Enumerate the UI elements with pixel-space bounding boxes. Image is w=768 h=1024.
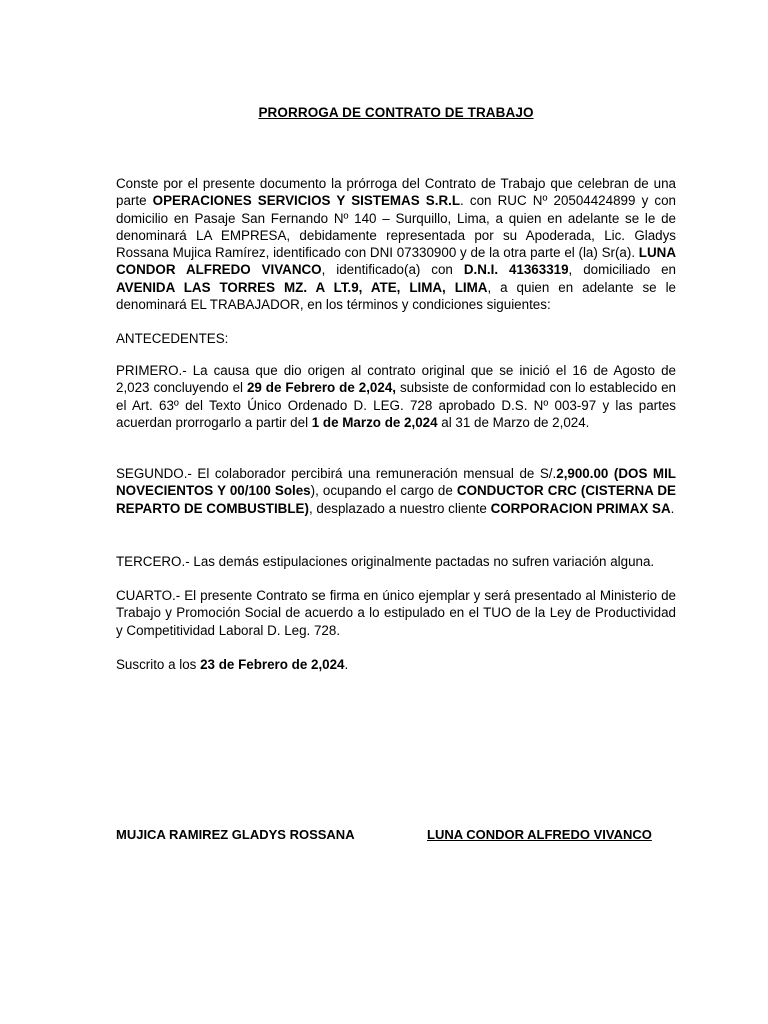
intro-text-4: , domiciliado en [568,262,676,278]
signature-worker: LUNA CONDOR ALFREDO VIVANCO [427,827,652,842]
segundo-text-1: SEGUNDO.- El colaborador percibirá una remuneración mensual de S/. [116,466,557,481]
primero-text-1: PRIMERO.- La causa que dio origen al contrato original que se inició el 16 de Agosto de 2,023 concluyendo el [116,363,676,396]
segundo-text-2: ), ocupando el cargo de [310,483,457,499]
suscrito-line [116,656,676,673]
intro-text-1: Conste por el presente documento la prórroga del Contrato de Trabajo que celebran de una parte [116,176,676,209]
clause-tercero: TERCERO.- Las demás estipulaciones originalmente pactadas no sufren variación alguna. [116,554,655,569]
clause-segundo [116,465,676,517]
clause-cuarto: CUARTO.- El presente Contrato se firma en único ejemplar y será presentado al Ministerio de Trabajo y Promoción Social de acuerdo a lo estipulado en el TUO de la Ley de Productividad y Competitividad Laboral D. Leg. 728. [116,588,676,638]
segundo-text-4: . [670,500,675,516]
primero-text-3: al 31 de Marzo de 2,024. [437,414,590,430]
intro-text-5: , a quien en adelante se le denominará EL TRABAJADOR, en los términos y condiciones siguientes: [116,279,676,313]
primero-text-2: subsiste de conformidad con lo establecido en el Art. 63º del Texto Único Ordenado D. LEG. 728 aprobado D.S. Nº 003-97 y las partes acuerdan prorrogarlo a partir del [116,380,676,430]
intro-text-3: , identificado(a) con [321,262,464,278]
suscrito-text-1: Suscrito a los [116,657,201,672]
worker-dni: D.N.I. 41363319 [463,262,569,278]
segundo-text-3: , desplazado a nuestro cliente [308,500,491,516]
antecedentes-heading: ANTECEDENTES: [116,331,229,346]
primero-end-date: 29 de Febrero de 2,024, [246,380,396,396]
suscrito-date: 23 de Febrero de 2,024 [200,657,345,672]
segundo-position: CONDUCTOR CRC (CISTERNA DE REPARTO DE COMBUSTIBLE) [116,483,676,516]
worker-address: AVENIDA LAS TORRES MZ. A LT.9, ATE, LIMA, LIMA [116,279,488,295]
document-title: PRORROGA DE CONTRATO DE TRABAJO [258,105,534,120]
segundo-salary: 2,900.00 (DOS MIL NOVECIENTOS Y 00/100 Soles [116,466,676,499]
clause-primero [116,362,676,431]
intro-text-2: . con RUC Nº 20504424899 y con domicilio en Pasaje San Fernando Nº 140 – Surquillo, Lima, a quien en adelante se le de denominará LA EMPRESA, debidamente representada por su Apoderada, Lic. Gladys Rossana Mujica Ramírez, identificado con DNI 07330900 y de la otra parte el (la) Sr(a). [116,193,676,261]
signature-employer: MUJICA RAMIREZ GLADYS ROSSANA [116,827,355,842]
company-name: OPERACIONES SERVICIOS Y SISTEMAS S.R.L [152,193,461,209]
primero-start-date: 1 de Marzo de 2,024 [311,414,438,430]
suscrito-text-2: . [344,657,349,672]
worker-name: LUNA CONDOR ALFREDO VIVANCO [116,245,676,278]
intro-paragraph [116,175,676,313]
segundo-client: CORPORACION PRIMAX SA [490,500,671,516]
